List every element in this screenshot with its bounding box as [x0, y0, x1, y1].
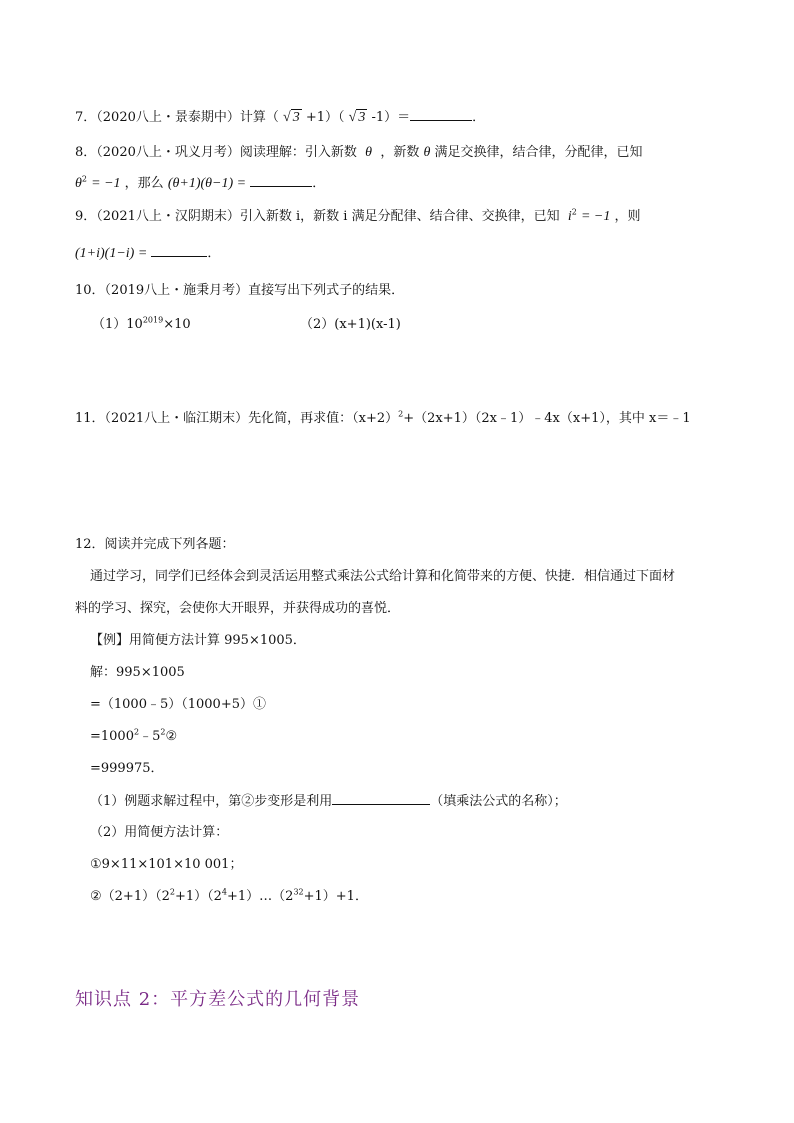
text: （2）用简便方法计算： [90, 825, 229, 840]
step-3 [90, 760, 164, 778]
exponent: 2019 [142, 315, 164, 325]
text: 阅读理解：引入新数 [239, 145, 357, 160]
answer-blank[interactable] [410, 108, 472, 121]
step-1 [90, 696, 266, 714]
expression: (1+i)(1−i) = [75, 246, 148, 261]
text: ×10 [163, 317, 191, 332]
text: 引入新数 i，新数 i 满足分配律、结合律、交换律，已知 [239, 209, 560, 224]
text: ②（2+1）（2 [90, 889, 170, 904]
question-8-line-1 [75, 144, 643, 162]
answer-blank[interactable] [332, 792, 430, 805]
text: ，新数 [380, 145, 420, 160]
text: =1000 [90, 729, 134, 744]
question-number: 9． [75, 209, 97, 224]
question-9-line-2 [75, 244, 220, 263]
text: +1）+1． [303, 889, 368, 904]
question-8-line-2: $\theta^2 = -1$ ，那么 (θ+1)(θ−1) = ． [75, 174, 326, 191]
text: （填乘法公式的名称）； [430, 794, 567, 809]
text: 【例】用简便方法计算 995×1005． [90, 633, 306, 648]
calc-2 [90, 888, 368, 906]
question-9-line-1: 9．（2021八上・汉阴期末）引入新数 i，新数 i 满足分配律、结合律、交换律，已知 $i^2 = -1$ ，则 [75, 207, 641, 224]
question-source: （2019八上・施秉月考） [104, 283, 249, 298]
paragraph-line-2 [75, 600, 400, 618]
exponent: 2 [133, 727, 140, 737]
text: （2）(x+1)(x-1) [300, 317, 401, 332]
answer-blank[interactable] [250, 174, 312, 187]
text: 计算（ [239, 110, 279, 125]
sub-question-1 [90, 792, 567, 811]
exponent: 2 [398, 409, 404, 419]
text: ． [207, 246, 221, 261]
text: ． [472, 110, 486, 125]
text: 直接写出下列式子的结果． [248, 283, 405, 298]
exponent: 2 [160, 727, 166, 737]
text: -1）＝ [371, 110, 411, 125]
i-symbol: i [567, 209, 572, 224]
text: ． [312, 176, 326, 191]
question-source: （2020八上・景泰期中） [96, 110, 240, 125]
text: ﹣5 [139, 729, 161, 744]
text: ② [165, 729, 178, 744]
text: 12．阅读并完成下列各题： [75, 537, 235, 552]
question-number: 10． [75, 283, 105, 298]
step-2 [90, 728, 177, 746]
question-number: 7． [75, 110, 97, 125]
text: ，则 [614, 209, 641, 224]
calc-1 [90, 856, 242, 874]
equation: = −1 [580, 209, 611, 224]
text: +1）（ [305, 110, 345, 125]
text: ①9×11×101×10 001； [90, 857, 243, 872]
text: ，那么 [124, 176, 164, 191]
question-10-part-1 [92, 316, 191, 334]
exponent: 2 [169, 887, 175, 897]
equation: = −1 [91, 176, 121, 191]
question-source: （2020八上・巩义月考） [96, 145, 240, 160]
text: （1）10 [92, 317, 143, 332]
text: +（2x+1）（2x﹣1）﹣4x（x+1），其中 x＝﹣1 [403, 411, 691, 426]
text: +1）（2 [174, 889, 222, 904]
sqrt-radicand: 3 [292, 110, 300, 125]
sqrt-3: √ 3 [283, 110, 300, 125]
text: 先化简，再求值：（x+2） [248, 411, 399, 426]
text: （1）例题求解过程中，第②步变形是利用 [90, 794, 333, 809]
sqrt-radicand: 3 [358, 110, 366, 125]
text: +1）…（2 [227, 889, 294, 904]
sqrt-3: √ 3 [348, 110, 366, 125]
theta-symbol: θ [75, 176, 82, 191]
exponent: 32 [293, 887, 304, 897]
sub-question-2 [90, 824, 228, 842]
answer-blank[interactable] [151, 244, 207, 257]
text: 解：995×1005 [90, 665, 185, 680]
solution-line [90, 664, 185, 682]
text: =（1000﹣5）（1000+5）① [90, 697, 266, 712]
expression: (θ+1)(θ−1) = [167, 176, 247, 191]
paragraph-line-1 [90, 568, 675, 586]
theta-symbol: θ [423, 145, 431, 160]
question-11 [75, 410, 691, 428]
question-source: （2021八上・汉阴期末） [96, 209, 240, 224]
question-7 [75, 108, 485, 127]
text: =999975． [90, 761, 164, 776]
question-10 [75, 282, 404, 300]
text: 满足交换律，结合律，分配律，已知 [434, 145, 643, 160]
text: 料的学习、探究，会使你大开眼界，并获得成功的喜悦． [75, 601, 401, 616]
text: 通过学习，同学们已经体会到灵活运用整式乘法公式给计算和化简带来的方便、快捷．相信通过下面材 [90, 569, 676, 584]
question-source: （2021八上・临江期末） [104, 411, 249, 426]
section-heading: 知识点 2：平方差公式的几何背景 [75, 989, 361, 1010]
exponent: 4 [221, 887, 227, 897]
example-title [90, 632, 306, 650]
question-10-part-2 [300, 316, 401, 334]
theta-symbol: θ [365, 145, 373, 160]
question-number: 8． [75, 145, 97, 160]
question-12-title [75, 536, 235, 554]
question-number: 11． [75, 411, 105, 426]
